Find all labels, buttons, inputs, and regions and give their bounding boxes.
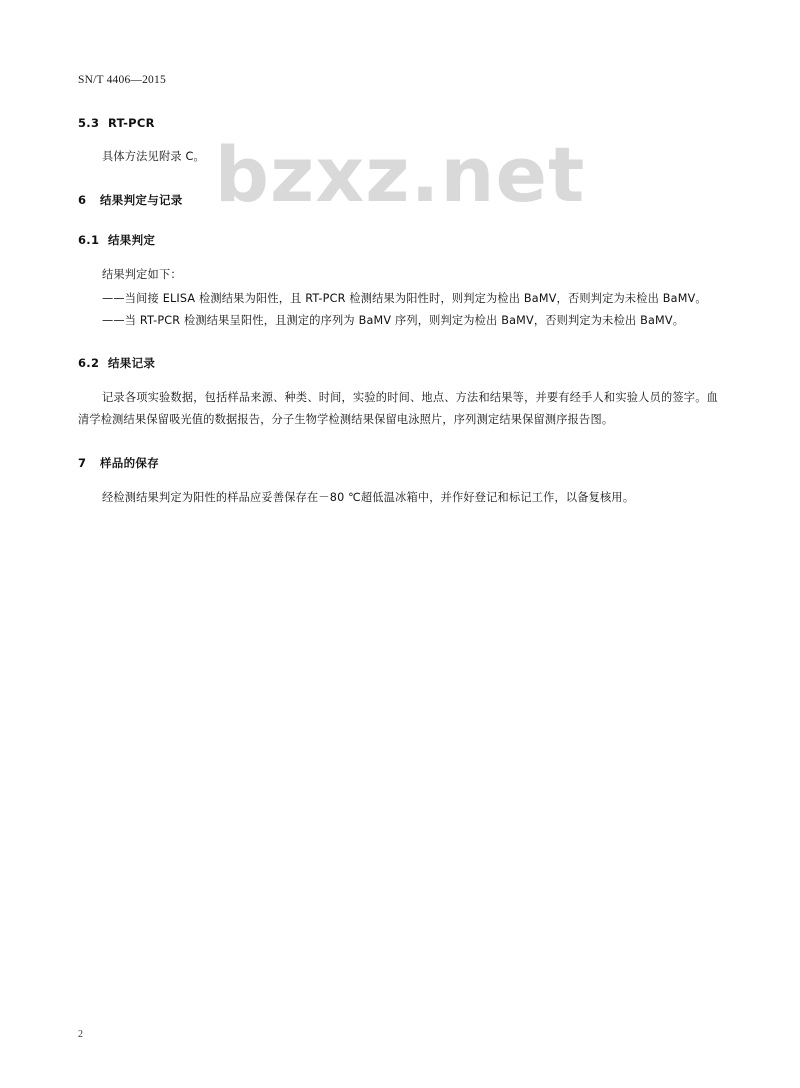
list-item: ——当间接 ELISA 检测结果为阳性，且 RT-PCR 检测结果为阳性时，则判定为检出 BaMV，否则判定为未检出 BaMV。	[102, 291, 707, 305]
page-number: 2	[78, 1029, 83, 1040]
clause-number-6-1: 6.1	[78, 232, 100, 247]
clause-title-5-3: RT-PCR	[108, 116, 155, 130]
clause-heading-7	[78, 455, 718, 471]
clause-heading-5-3	[78, 116, 718, 130]
clause-6-1-body	[78, 264, 718, 332]
clause-number-7: 7	[78, 456, 87, 471]
paragraph-6-1-lead: 结果判定如下：	[102, 267, 182, 281]
list-item: ——当 RT-PCR 检测结果呈阳性，且测定的序列为 BaMV 序列，则判定为检出 BaMV，否则判定为未检出 BaMV。	[102, 313, 685, 327]
page-content	[78, 74, 718, 511]
clause-title-6: 结果判定与记录	[100, 192, 183, 207]
clause-heading-6-1	[78, 232, 718, 248]
clause-heading-6	[78, 192, 718, 208]
clause-number-6: 6	[78, 192, 87, 207]
clause-title-6-1: 结果判定	[108, 232, 156, 247]
clause-title-7: 样品的保存	[100, 456, 159, 471]
clause-number-5-3: 5.3	[78, 116, 100, 130]
clause-title-6-2: 结果记录	[108, 356, 156, 371]
clause-number-6-2: 6.2	[78, 356, 100, 371]
paragraph-7-1: 经检测结果判定为阳性的样品应妥善保存在－80 ℃超低温冰箱中，并作好登记和标记工作，以备复核用。	[102, 491, 635, 505]
clause-heading-6-2	[78, 355, 718, 371]
watermark: bzxz.net	[214, 130, 586, 219]
paragraph-5-3-1: 具体方法见附录 C。	[102, 150, 205, 163]
paragraph-6-2-1: 记录各项实验数据，包括样品来源、种类、时间，实验的时间、地点、方法和结果等，并要有经手人和实验人员的签字。血清学检测结果保留吸光值的数据报告，分子生物学检测结果保留电泳照片，序列测定结果保留测序报告图。	[78, 391, 718, 427]
standard-code-header: SN/T 4406—2015	[78, 74, 166, 86]
